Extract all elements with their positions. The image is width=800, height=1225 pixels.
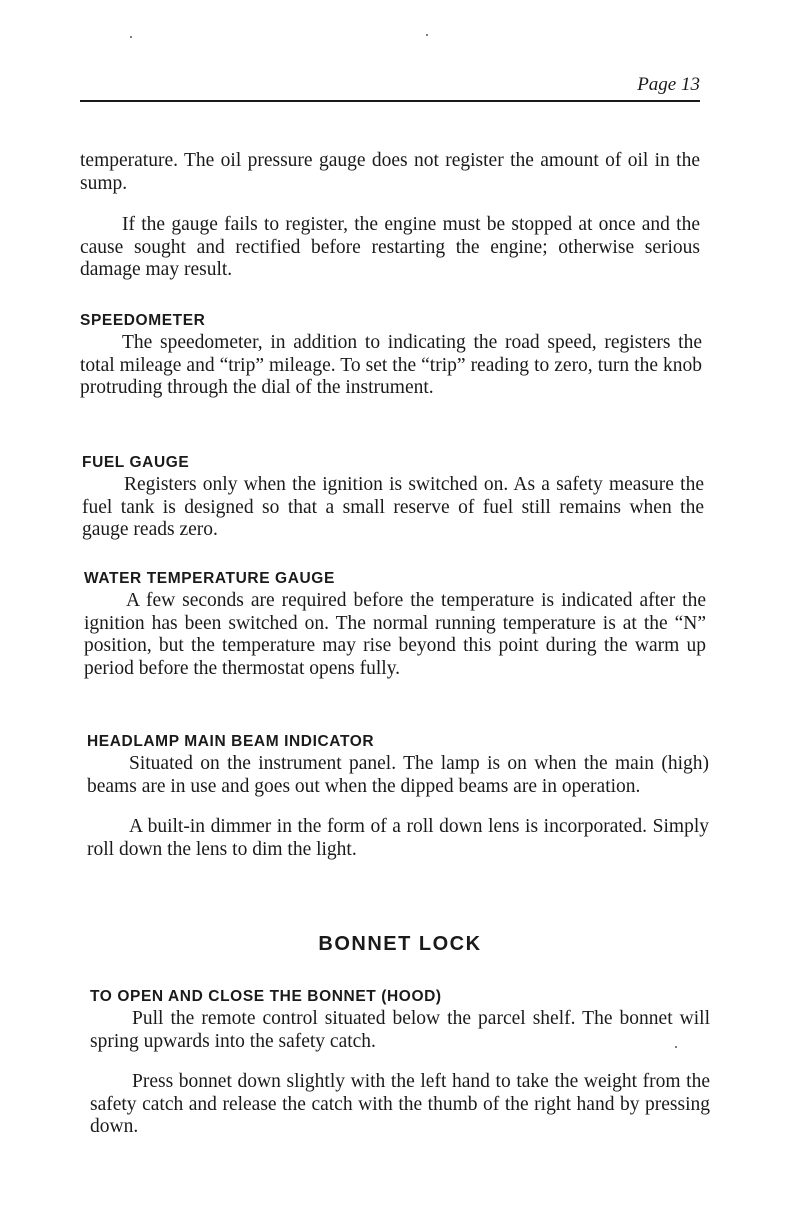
paragraph: Registers only when the ignition is switched on. As a safety measure the fuel tank is designed so that a small reserve of fuel still remains when the gauge reads zero. xyxy=(82,474,704,540)
bonnet-section xyxy=(90,988,710,1139)
water-temperature-section xyxy=(84,570,706,680)
paragraph: If the gauge fails to register, the engine must be stopped at once and the cause sought and rectified before restarting the engine; otherwise serious damage may result. xyxy=(80,214,700,280)
intro-block xyxy=(80,150,700,282)
paragraph: The speedometer, in addition to indicating the road speed, registers the total mileage and “trip” mileage. To set the “trip” reading to zero, turn the knob protruding through the dial of the instrument. xyxy=(80,332,702,398)
section-title: BONNET LOCK xyxy=(318,933,482,955)
page-header xyxy=(80,74,700,102)
headlamp-indicator-section xyxy=(87,733,709,861)
paragraph: Pull the remote control situated below the parcel shelf. The bonnet will spring upwards into the safety catch. xyxy=(90,1008,710,1052)
section-heading: SPEEDOMETER xyxy=(80,312,206,329)
section-heading: FUEL GAUGE xyxy=(82,454,190,471)
speedometer-section xyxy=(80,312,702,400)
section-heading: HEADLAMP MAIN BEAM INDICATOR xyxy=(87,733,375,750)
scan-speck xyxy=(426,34,428,36)
section-heading: WATER TEMPERATURE GAUGE xyxy=(84,570,335,587)
scan-speck xyxy=(130,36,132,38)
paragraph: Press bonnet down slightly with the left hand to take the weight from the safety catch and release the catch with the thumb of the right hand by pressing down. xyxy=(90,1071,710,1137)
page-number: Page 13 xyxy=(637,74,700,95)
section-heading: TO OPEN AND CLOSE THE BONNET (HOOD) xyxy=(90,988,442,1005)
paragraph: temperature. The oil pressure gauge does not register the amount of oil in the sump. xyxy=(80,150,700,194)
paragraph: Situated on the instrument panel. The lamp is on when the main (high) beams are in use and goes out when the dipped beams are in operation. xyxy=(87,753,709,797)
paragraph: A few seconds are required before the temperature is indicated after the ignition has been switched on. The normal running temperature is at the “N” position, but the temperature may rise beyond this point during the warm up period before the thermostat opens fully. xyxy=(84,590,706,679)
fuel-gauge-section xyxy=(82,454,704,542)
paragraph: A built-in dimmer in the form of a roll down lens is incorporated. Simply roll down the lens to dim the light. xyxy=(87,816,709,860)
